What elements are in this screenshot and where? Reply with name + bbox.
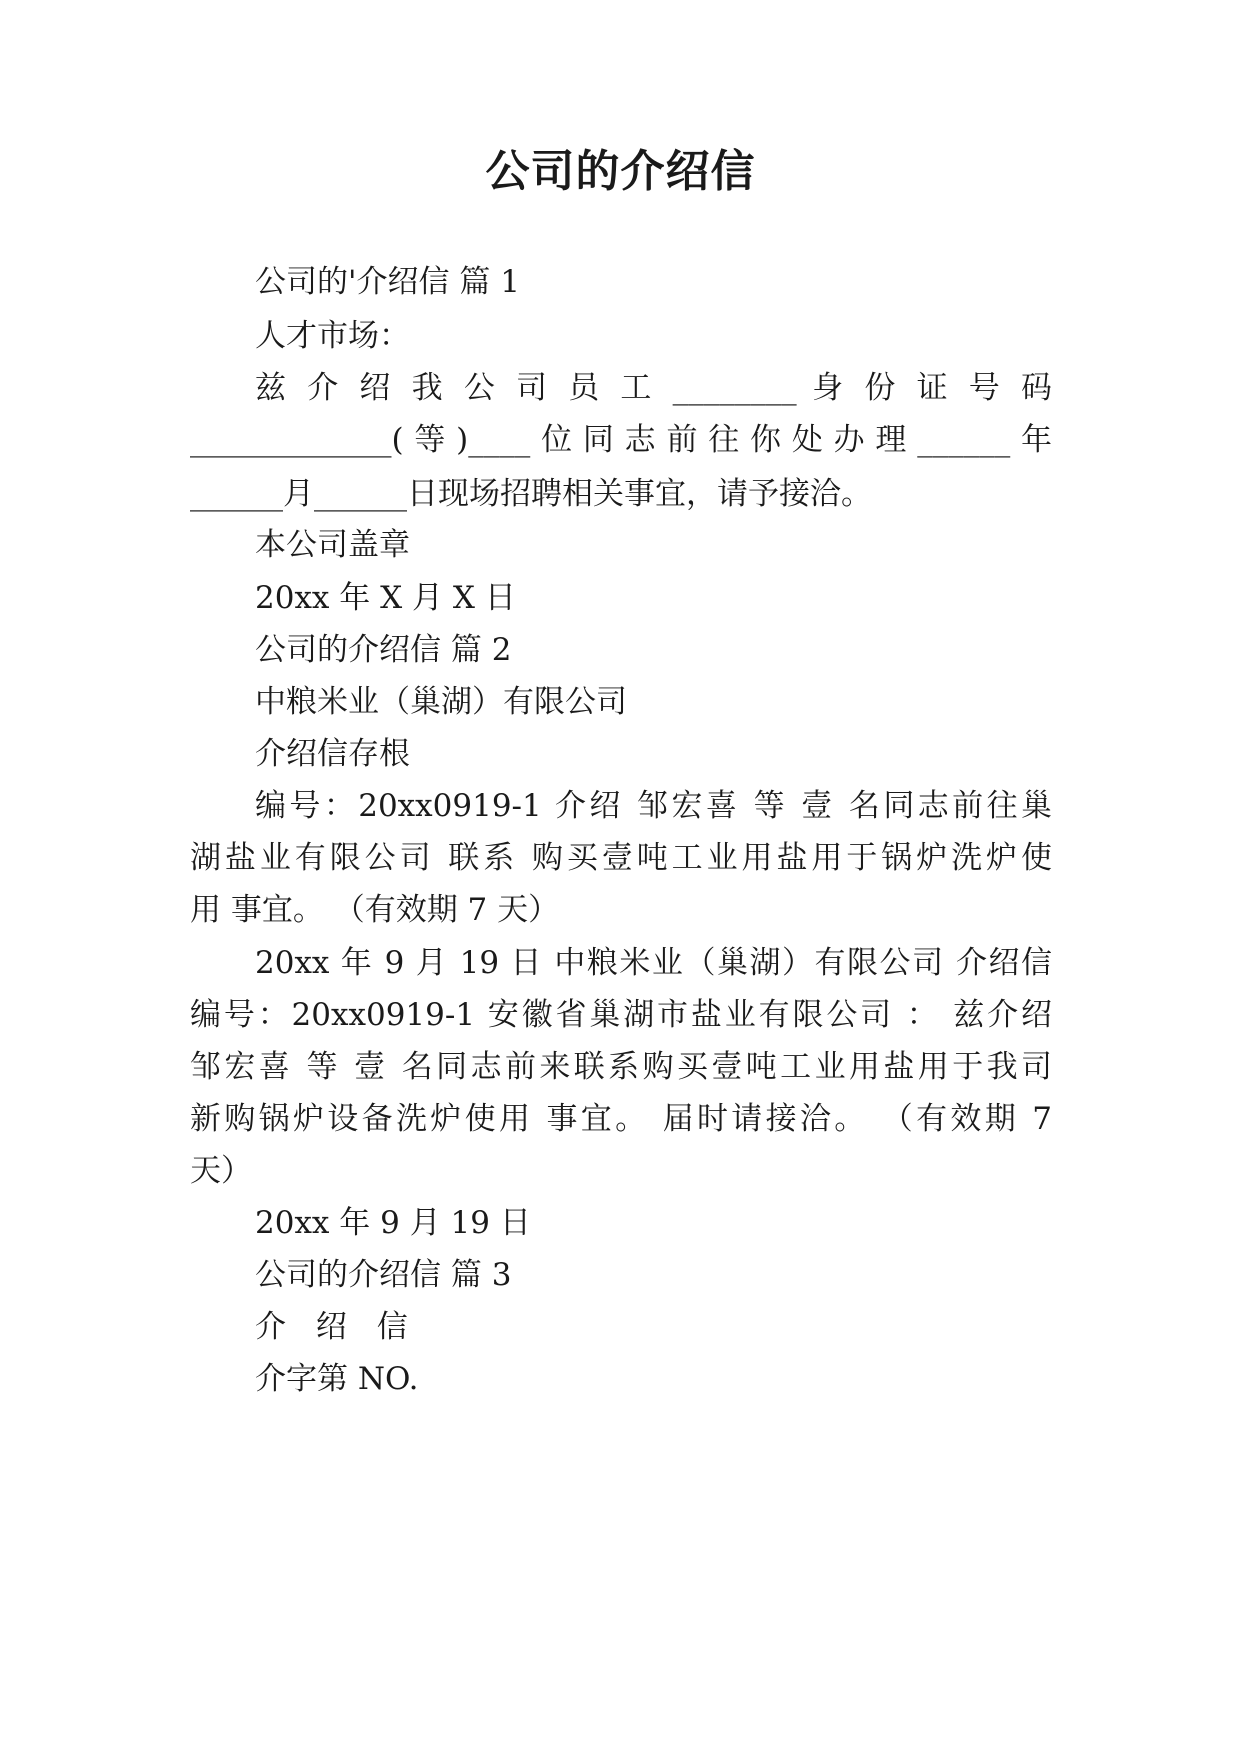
body-line: 用 事宜。 （有效期 7 天） (190, 892, 560, 928)
letter-number-line: 介字第 NO. (255, 1361, 419, 1397)
section-heading-1: 公司的'介绍信 篇 1 (255, 264, 520, 300)
body-line: 编号：20xx0919-1 安徽省巢湖市盐业有限公司 ： 兹介绍 (190, 997, 1052, 1033)
company-line: 中粮米业（巢湖）有限公司 (255, 684, 627, 720)
body-line: _____________(等)____位同志前往你处办理______年 (190, 422, 1052, 458)
date-line: 20xx 年 X 月 X 日 (255, 580, 516, 616)
body-line: 天） (190, 1153, 252, 1189)
stamp-line: 本公司盖章 (255, 527, 410, 563)
body-line: 20xx 年 9 月 19 日 中粮米业（巢湖）有限公司 介绍信 (255, 945, 1052, 981)
body-line: ______月______日现场招聘相关事宜，请予接洽。 (190, 476, 872, 512)
body-line: 邹宏喜 等 壹 名同志前来联系购买壹吨工业用盐用于我司 (190, 1049, 1052, 1085)
body-line: 新购锅炉设备洗炉使用 事宜。 届时请接洽。 （有效期 7 (190, 1101, 1052, 1137)
stub-heading: 介绍信存根 (255, 736, 410, 772)
document-title: 公司的介绍信 (485, 146, 756, 197)
body-line: 编号：20xx0919-1 介绍 邹宏喜 等 壹 名同志前往巢 (255, 788, 1052, 824)
date-line: 20xx 年 9 月 19 日 (255, 1205, 531, 1241)
section-heading-2: 公司的介绍信 篇 2 (255, 632, 512, 668)
section-heading-3: 公司的介绍信 篇 3 (255, 1257, 512, 1293)
body-line: 湖盐业有限公司 联系 购买壹吨工业用盐用于锅炉洗炉使 (190, 840, 1052, 876)
letter-heading: 介 绍 信 (255, 1309, 418, 1345)
recipient-line: 人才市场： (255, 318, 410, 354)
body-line: 兹 介 绍 我 公 司 员 工 ________ 身 份 证 号 码 (255, 370, 1052, 406)
